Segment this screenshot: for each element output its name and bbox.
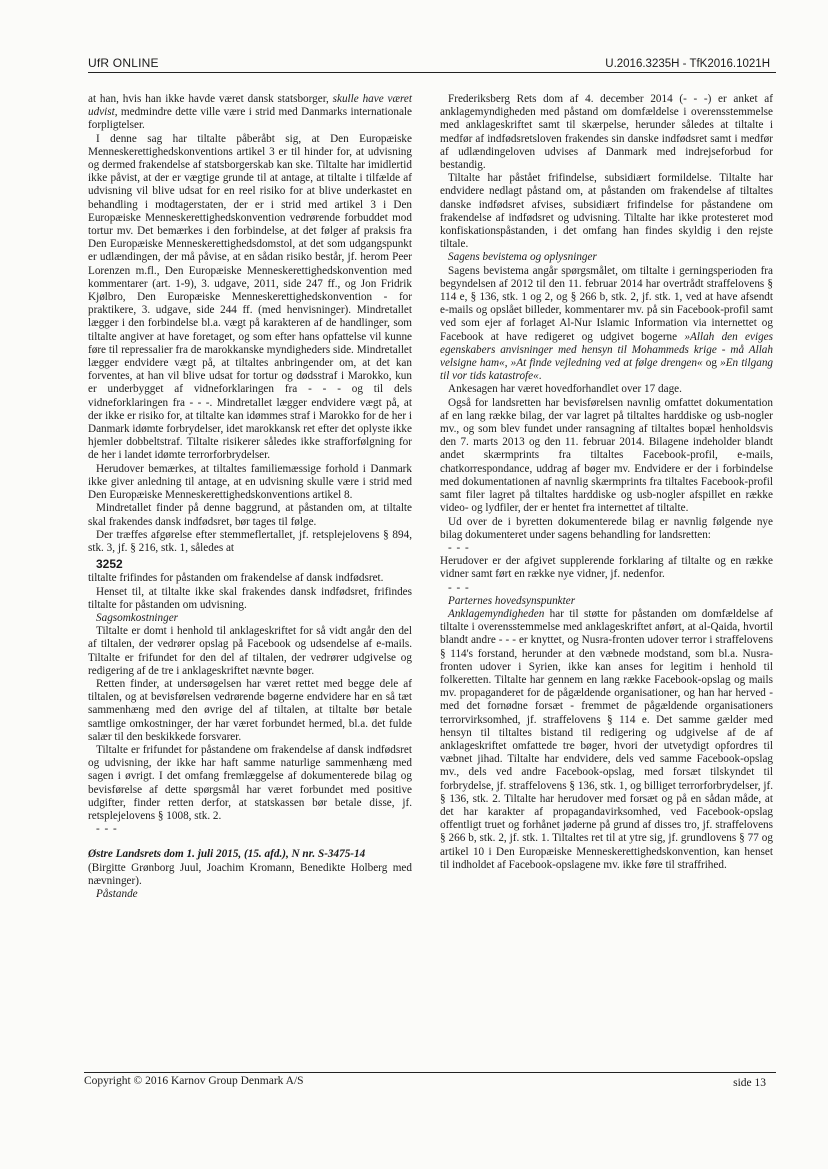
paragraph: Tiltalte har påstået frifindelse, subsidiært formildelse. Tiltalte har endvidere nedlagt påstand om, at påstanden om frakendelse af tiltaltes danske indfødsret afvises, subsidiært frifindelse for påstandene om frakendelse af indfødsret og udvisning. Tiltalte har ikke protesteret mod konfiskationspåstanden, i det omfang han findes skyldig i den rejste tiltale. — [440, 172, 773, 251]
paragraph: Mindretallet finder på denne baggrund, at påstanden om, at tiltalte skal frakendes dansk indfødsret, bør tages til følge. — [88, 502, 412, 528]
publisher-logo: UfR ONLINE — [88, 56, 159, 70]
text-run: , — [504, 357, 511, 370]
section-heading: Sagens bevistema og oplysninger — [448, 251, 597, 264]
book-title: »At finde vejledning ved at følge drengen« — [510, 357, 703, 370]
copyright-notice: Copyright © 2016 Karnov Group Denmark A/S — [84, 1075, 304, 1087]
paragraph — [88, 93, 412, 133]
section-heading: Parternes hovedsynspunkter — [448, 594, 576, 607]
footer-divider — [84, 1072, 776, 1073]
text-run: Sagens bevistema angår spørgsmålet, om tiltalte i gerningsperioden fra begyndelsen af 2012 til den 11. februar 2014 har overtrådt straffelovens § 114 e, § 136, stk. 1 og 2, og § 266 b, stk. 2, jf. stk. 1, ved at have afsendt e-mails og opslået billeder, kommentarer mv. på sin Facebook-profil samt ved som ejer af forlaget Al-Nur Islamic Information via internettet og Facebook at have redigeret og udgivet bogerne — [440, 264, 773, 343]
paragraph: Henset til, at tiltalte ikke skal frakendes dansk indfødsret, frifindes tiltalte for påstanden om udvisning. — [88, 585, 412, 611]
omission-marker: - - - — [96, 823, 118, 836]
paragraph — [440, 608, 773, 872]
paragraph: Tiltalte er domt i henhold til anklageskriftet for så vidt angår den del af tiltalen, der vedrører opslag på Facebook og udsendelse af e-mails. Tiltalte er frifundet for den del af tiltalen, der vedrører udgivelse og redigering af de tre i anklageskriftet nævnte bøger. — [88, 625, 412, 677]
text-run: at han, hvis han ikke havde været dansk statsborger, — [88, 93, 333, 105]
paragraph: Også for landsretten har bevisførelsen navnlig omfattet dokumentation af en lang række bilag, der var lagret på tiltaltes harddiske og usb-nogler mv., og som blev fundet under ransagning af tiltaltes bopæl henholdsvis den 7. marts 2013 og den 11. februar 2014. Bilagene indeholder blandt andet skærmprints fra tiltaltes Facebook-profil, e-mails, chatkorrespondance, uddrag af bøger mv. Endvidere er der i forbindelse med dokumentationen af navnlig skærmprints fra tiltaltes Facebook-profil samt filer lagret på tiltaltes harddiske og usb-nogler afspillet en række video- og lydfiler, der er hentet fra internettet af tiltalte. — [440, 396, 773, 515]
book-title: »Allah den eviges egenskabers anvisninger med hensyn til Mohammeds krige - må Allah velsigne ham« — [440, 330, 774, 370]
paragraph: Tiltalte er frifundet for påstandene om frakendelse af dansk indfødsret og udvisning, der ikke har haft samme naturlige sammenhæng med sagen i øvrigt. I det omfang fremlæggelse af dokumenterede bilag og bevisførelse af dette spørgsmål har været forbundet med positive udgifter, finder retten derfor, at statskassen bør betale disse, jf. retsplejelovens § 1008, stk. 2. — [88, 743, 412, 822]
court-judges: (Birgitte Grønborg Juul, Joachim Kromann, Benedikte Holberg med nævninger). — [88, 861, 412, 887]
paragraph: Retten finder, at undersøgelsen har været rettet med begge dele af tiltalen, og at bevisførelsen vedrørende bøgerne endvidere har en så tæt sammenhæng med den øvrige del af tiltalen, at tiltalte bør betale samtlige omkostninger, der har været forbundet hermed, bl.a. det fulde salær til den beskikkede forsvarer. — [88, 677, 412, 743]
text-run: har til støtte for påstanden om domfældelse af tiltalte i overensstemmelse med anklageskriftet anført, at al-Qaida, hvortil blandt andre - - - er knyttet, og Nusra-fronten udover terror i straffelovens § 114's forstand, herunder at den væbnede modstand, som bl.a. Nusra-fronten udover i Syrien, ikke kan anses for legitim i henhold til folkeretten. Tiltalte har gennem en lang række Facebook-opslag og mails mv. propaganderet for de pågældende organisationer, og han har herved - med det fornødne forsæt - fremmet de pågældende organisationers terrorvirksomhed, jf. straffelovens § 114 e. Det samme gælder med hensyn til tiltaltes bistand til redigering og udgivelse af de af anklageskriftet omfattede tre bøger, hvori der utvetydigt opfordres til væbnet jihad. Tiltalte har endvidere, dels ved samme Facebook-opslag mv., dels ved andre Facebook-opslag, med forsæt tilskyndet til forbrydelse, jf. straffelovens § 136, stk. 1, og billiget terrorforbrydelser, jf. § 136, stk. 2. Tiltalte har herudover med forsæt og på en sådan måde, at det har karakter af propagandavirksomhed, ved Facebook-opslag offentligt truet og forhånet jøderne på grund af disses tro, jf. straffelovens § 266 b, stk. 2, jf. stk. 1. Tiltaltes ret til at ytre sig, jf. grundlovens § 77 og artikel 10 i Den Europæiske Menneskerettighedskonvention, kan henset til indholdet af Facebook-opslagene mv. ikke føre til straffrihed. — [440, 607, 773, 871]
omission-marker: - - - — [448, 581, 470, 594]
omission-marker: - - - — [448, 541, 470, 554]
paragraph: Ankesagen har været hovedforhandlet over 17 dage. — [448, 383, 682, 396]
paragraph: Der træffes afgørelse efter stemmeflertallet, jf. retsplejelovens § 894, stk. 3, jf. § 216, stk. 1, således at — [88, 528, 412, 554]
book-title: »En tilgang til vor tids katastrofe« — [440, 357, 774, 383]
right-column — [440, 93, 773, 872]
paragraph: Herudover bemærkes, at tiltaltes familiemæssige forhold i Danmark ikke giver anledning til antage, at en udvisning skulle være i strid med Den Europæiske Menneskerettighedskonventions artikel 8. — [88, 462, 412, 502]
paragraph: Frederiksberg Rets dom af 4. december 2014 (- - -) er anket af anklagemyndigheden med påstand om domfældelse i overensstemmelse med anklageskriftet samt til skærpelse, herunder således at tiltalte i medfør af indfødsretsloven frakendes sin danske indfødsret samt i medfør af udlændingeloven udvises af Danmark med indrejseforbud for bestandig. — [440, 93, 773, 172]
left-column — [88, 93, 412, 901]
court-decision-block — [88, 848, 412, 888]
paragraph: Ud over de i byretten dokumenterede bilag er navnlig følgende nye bilag dokumenteret under sagens behandling for landsretten: — [440, 515, 773, 541]
paragraph: Herudover er der afgivet supplerende forklaring af tiltalte og en række vidner samt ført en række nye vidner, jf. nedenfor. — [440, 555, 773, 581]
page-number: side 13 — [733, 1077, 766, 1089]
party-name: Anklagemyndigheden — [448, 607, 545, 620]
paragraph — [440, 265, 773, 384]
text-run: . — [538, 370, 542, 383]
text-run: og — [702, 357, 721, 370]
paragraph: I denne sag har tiltalte påberåbt sig, at Den Europæiske Menneskerettighedskonventions artikel 3 er til hinder for, at udvisning og dermed frakendelse af statsborgerskab kan ske. Tiltalte har imidlertid ikke påvist, at der er vægtige grunde til at antage, at tiltalte i tilfælde af udvisning vil blive udsat for en reel risiko for at blive underkastet en behandling i modtagerstaten, der er i strid med artikel 3 i Den Europæiske Menneskerettighedskonvention vedrørende forbuddet mod tortur mv. Det bemærkes i den forbindelse, at det følger af praksis fra Den Europæiske Menneskerettighedsdomstol, at det som udgangspunkt er udlændingen, der må påvise, at en sådan risiko består, jf. herom Peer Lorenzen m.fl., Den Europæiske Menneskerettighedskonvention med kommentarer (art. 1-9), 3. udgave, 2011, side 247 ff., og Jon Fridrik Kjølbro, Den Europæiske Menneskerettighedskonvention - for praktikere, 3. udgave, side 244 ff. (med henvisninger). Mindretallet lægger i den forbindelse bl.a. vægt på karakteren af de handlinger, som tiltalte angiver at have foretaget, og som efter hans opfattelse vil kunne føre til repressalier fra de marokkanske myndigheders side. Mindretallet lægger endvidere vægt på, at tiltaltes anbringender om, at det kan forventes, at han vil blive udsat for tortur og dødsstraf i Marokko, kun er underbygget af vidneforklaringen fra - - - og til dels vidneforklaringen fra - - -. Mindretallet lægger endvidere vægt på, at der ikke er risiko for, at tiltalte kan idømmes straf i Marokko for de her i Danmark idømte forbrydelser, idet marokkansk ret efter det oplyste ikke hjemler dobbeltstraf. Tiltalte risikerer således ikke strafforfølgning for de her i landet idømte terrorforbrydelser. — [88, 132, 412, 462]
emphasis-text: skulle have været udvist — [88, 93, 412, 119]
text-run: , medmindre dette ville være i strid med Danmarks internationale forpligtelser. — [88, 106, 412, 132]
section-heading: Påstande — [96, 887, 138, 900]
paragraph: tiltalte frifindes for påstanden om frakendelse af dansk indfødsret. — [88, 572, 384, 585]
header-divider — [88, 72, 776, 73]
print-page-number: 3252 — [96, 557, 123, 572]
document-reference: U.2016.3235H - TfK2016.1021H — [605, 58, 770, 70]
court-decision-title: Østre Landsrets dom 1. juli 2015, (15. afd.), N nr. S-3475-14 — [88, 848, 366, 861]
section-heading: Sagsomkostninger — [96, 611, 179, 624]
